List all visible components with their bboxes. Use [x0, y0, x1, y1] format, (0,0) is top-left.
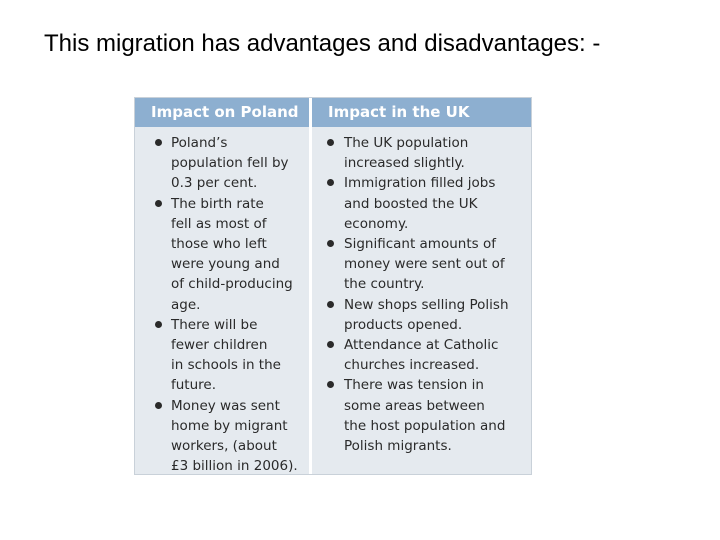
bullet-text-line: Immigration filled jobs	[344, 175, 496, 192]
bullet-text-line: Money was sent	[171, 397, 280, 414]
bullet-icon	[327, 240, 334, 247]
bullet-text-line: products opened.	[344, 316, 463, 333]
bullet-text-line: money were sent out of	[344, 256, 505, 273]
header-impact-on-poland: Impact on Poland	[135, 98, 312, 127]
bullet-text-line: of child-producing	[171, 276, 293, 293]
bullet-icon	[155, 321, 162, 328]
poland-impact-column	[135, 127, 312, 475]
uk-impact-column	[312, 127, 531, 475]
list-item	[135, 133, 309, 194]
list-item	[312, 133, 531, 173]
bullet-text-line: The birth rate	[171, 195, 264, 212]
bullet-text-line: increased slightly.	[344, 155, 465, 172]
bullet-text-line: Polish migrants.	[344, 438, 452, 455]
bullet-text-line: Significant amounts of	[344, 236, 496, 253]
bullet-text-line: £3 billion in 2006).	[171, 458, 298, 475]
bullet-text-line: were young and	[171, 256, 280, 273]
bullet-text-line: and boosted the UK	[344, 195, 478, 212]
bullet-text-line: the country.	[344, 276, 425, 293]
bullet-text-line: Attendance at Catholic	[344, 337, 499, 354]
poland-impact-list	[135, 133, 309, 475]
bullet-text-line: fewer children	[171, 337, 268, 354]
bullet-text-line: churches increased.	[344, 357, 480, 374]
header-impact-in-uk: Impact in the UK	[328, 103, 470, 121]
bullet-text-line: There was tension in	[344, 377, 484, 394]
bullet-text-line: The UK population	[344, 135, 469, 151]
list-item	[312, 234, 531, 295]
bullet-text-line: some areas between	[344, 397, 485, 414]
bullet-text-line: fell as most of	[171, 215, 267, 232]
bullet-text-line: in schools in the	[171, 357, 281, 374]
bullet-text-line: workers, (about	[171, 438, 277, 455]
list-item	[135, 396, 309, 475]
bullet-text-line: population fell by	[171, 155, 289, 172]
list-item	[312, 335, 531, 375]
bullet-text-line: home by migrant	[171, 417, 288, 434]
bullet-icon	[327, 301, 334, 308]
list-item	[312, 375, 531, 456]
bullet-text-line: Poland’s	[171, 135, 228, 151]
bullet-text-line: those who left	[171, 236, 267, 253]
list-item	[312, 173, 531, 234]
bullet-text-line: New shops selling Polish	[344, 296, 509, 313]
table-body-row	[135, 127, 531, 475]
list-item	[135, 315, 309, 396]
bullet-icon	[155, 200, 162, 207]
list-item	[312, 295, 531, 335]
bullet-text-line: There will be	[171, 316, 258, 333]
bullet-text-line: age.	[171, 296, 201, 313]
bullet-icon	[327, 341, 334, 348]
impact-table	[134, 97, 532, 475]
slide-title: This migration has advantages and disadvantages: -	[44, 30, 601, 57]
bullet-icon	[327, 179, 334, 186]
bullet-icon	[327, 381, 334, 388]
list-item	[135, 194, 309, 315]
table-header-row	[135, 98, 531, 127]
bullet-icon	[327, 139, 334, 146]
bullet-text-line: 0.3 per cent.	[171, 175, 258, 192]
uk-impact-list	[312, 133, 531, 456]
bullet-text-line: the host population and	[344, 417, 506, 434]
bullet-text-line: economy.	[344, 215, 409, 232]
bullet-icon	[155, 402, 162, 409]
bullet-icon	[155, 139, 162, 146]
bullet-text-line: future.	[171, 377, 217, 394]
